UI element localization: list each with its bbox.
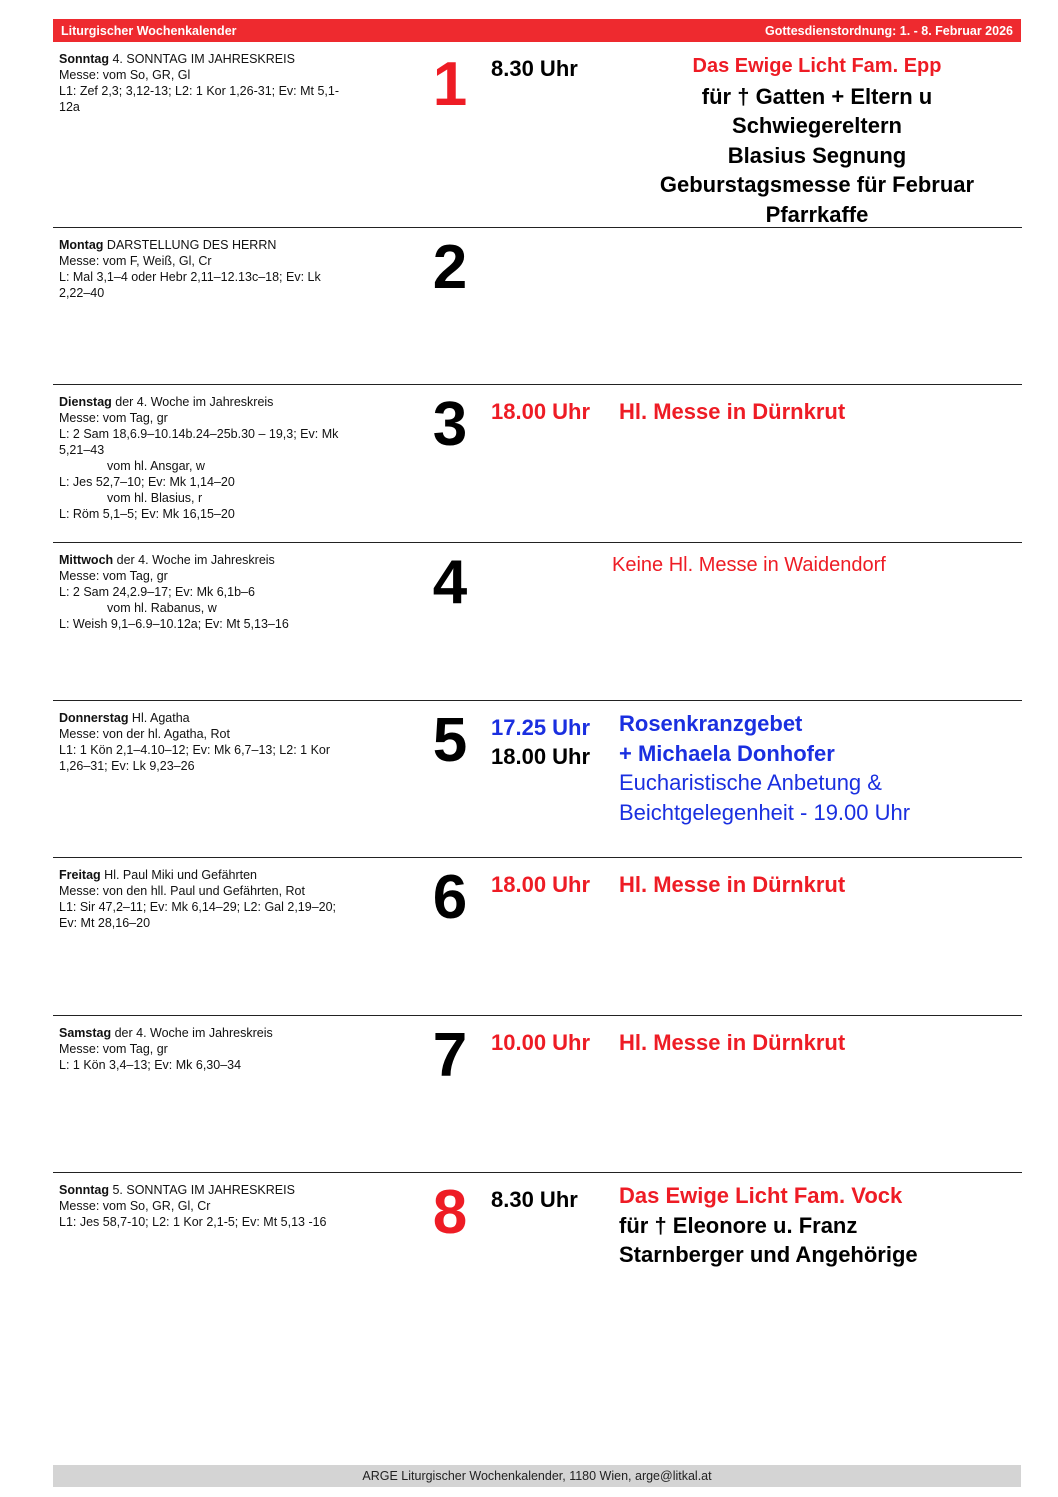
footer-text: ARGE Liturgischer Wochenkalender, 1180 Wien, arge@litkal.at xyxy=(362,1469,712,1483)
event-line: Geburstagsmesse für Februar xyxy=(659,172,975,197)
event-line: Das Ewige Licht Fam. Vock xyxy=(619,1183,903,1208)
service-time: 18.00 Uhr xyxy=(491,744,591,769)
event-line: für † Eleonore u. Franz xyxy=(619,1212,858,1238)
event-block xyxy=(613,52,1021,229)
info-line: L: Jes 52,7–10; Ev: Mk 1,14–20 xyxy=(59,475,235,489)
event-block xyxy=(619,870,845,900)
liturgy-info xyxy=(59,552,389,632)
service-time: 8.30 Uhr xyxy=(491,1187,578,1212)
event-block xyxy=(619,397,845,427)
day-row xyxy=(53,227,1022,385)
day-row xyxy=(53,42,1022,227)
service-time: 10.00 Uhr xyxy=(491,1030,591,1055)
day-number: 5 xyxy=(432,706,468,775)
info-line: L1: 1 Kön 2,1–4.10–12; Ev: Mk 6,7–13; L2: 1 Kor xyxy=(59,743,331,757)
info-line: L1: Jes 58,7-10; L2: 1 Kor 2,1-5; Ev: Mt 5,13 -16 xyxy=(59,1215,327,1229)
time-column xyxy=(491,54,578,83)
event-block xyxy=(619,1028,845,1058)
info-line: 12a xyxy=(59,100,80,114)
event-line: Keine Hl. Messe in Waidendorf xyxy=(612,554,886,576)
weekday: Mittwoch xyxy=(59,553,114,567)
info-line: 1,26–31; Ev: Lk 9,23–26 xyxy=(59,759,195,773)
event-line: Hl. Messe in Dürnkrut xyxy=(619,872,846,897)
event-line: Eucharistische Anbetung & xyxy=(619,770,882,795)
time-column xyxy=(491,397,590,426)
info-line: L1: Zef 2,3; 3,12-13; L2: 1 Kor 1,26-31; Ev: Mt 5,1- xyxy=(59,84,340,98)
day-title: der 4. Woche im Jahreskreis xyxy=(113,553,275,567)
event-line: Das Ewige Licht Fam. Epp xyxy=(692,55,942,77)
info-line: L: 2 Sam 18,6.9–10.14b.24–25b.30 – 19,3; Ev: Mk xyxy=(59,427,339,441)
header-bar xyxy=(53,19,1021,42)
event-line: Schwiegereltern xyxy=(732,113,902,138)
info-line: vom hl. Blasius, r xyxy=(107,491,203,505)
info-line: Messe: von der hl. Agatha, Rot xyxy=(59,727,230,741)
day-title: 5. SONNTAG IM JAHRESKREIS xyxy=(109,1183,295,1197)
weekday: Donnerstag xyxy=(59,711,129,725)
info-line: vom hl. Rabanus, w xyxy=(107,601,217,615)
event-line: für † Gatten + Eltern u xyxy=(701,83,933,109)
info-line: Messe: vom Tag, gr xyxy=(59,411,168,425)
info-line: vom hl. Ansgar, w xyxy=(107,459,205,473)
header-title: Liturgischer Wochenkalender xyxy=(61,23,237,38)
day-row xyxy=(53,384,1022,542)
day-title: 4. SONNTAG IM JAHRESKREIS xyxy=(109,52,295,66)
event-block xyxy=(619,1181,918,1270)
weekday: Sonntag xyxy=(59,52,109,66)
weekday: Dienstag xyxy=(59,395,112,409)
event-block xyxy=(619,709,910,827)
info-line: Messe: vom Tag, gr xyxy=(59,569,168,583)
info-line: L: 1 Kön 3,4–13; Ev: Mk 6,30–34 xyxy=(59,1058,242,1072)
time-column xyxy=(491,713,590,771)
weekday: Samstag xyxy=(59,1026,112,1040)
day-title: DARSTELLUNG DES HERRN xyxy=(103,238,277,252)
day-number: 8 xyxy=(432,1178,468,1247)
day-number: 3 xyxy=(432,390,468,459)
service-time: 17.25 Uhr xyxy=(491,715,591,740)
day-number: 4 xyxy=(432,548,468,617)
liturgy-info xyxy=(59,394,389,522)
day-row xyxy=(53,700,1022,858)
liturgy-info xyxy=(59,237,389,301)
info-line: L: Röm 5,1–5; Ev: Mk 16,15–20 xyxy=(59,507,235,521)
info-line: Messe: vom So, GR, Gl, Cr xyxy=(59,1199,211,1213)
weekday: Montag xyxy=(59,238,104,252)
info-line: Ev: Mt 28,16–20 xyxy=(59,916,151,930)
header-date-range: Gottesdienstordnung: 1. - 8. Februar 2026 xyxy=(765,23,1013,38)
liturgy-info xyxy=(59,710,389,774)
event-line: Pfarrkaffe xyxy=(765,201,869,227)
footer-bar xyxy=(53,1465,1021,1487)
liturgy-info xyxy=(59,867,389,931)
service-time: 18.00 Uhr xyxy=(491,399,591,424)
info-line: 5,21–43 xyxy=(59,443,105,457)
weekday: Freitag xyxy=(59,868,101,882)
info-line: Messe: von den hll. Paul und Gefährten, Rot xyxy=(59,884,305,898)
liturgy-info xyxy=(59,51,389,115)
day-row xyxy=(53,1172,1022,1330)
event-line: + Michaela Donhofer xyxy=(619,740,835,766)
service-time: 8.30 Uhr xyxy=(491,56,578,81)
day-number: 1 xyxy=(432,50,468,119)
info-line: L: 2 Sam 24,2.9–17; Ev: Mk 6,1b–6 xyxy=(59,585,255,599)
info-line: L1: Sir 47,2–11; Ev: Mk 6,14–29; L2: Gal 2,19–20; xyxy=(59,900,337,914)
event-line: Hl. Messe in Dürnkrut xyxy=(619,1030,846,1055)
info-line: L: Weish 9,1–6.9–10.12a; Ev: Mt 5,13–16 xyxy=(59,617,289,631)
info-line: Messe: vom So, GR, Gl xyxy=(59,68,191,82)
service-time: 18.00 Uhr xyxy=(491,872,591,897)
day-row xyxy=(53,1015,1022,1173)
day-row xyxy=(53,857,1022,1015)
day-number: 2 xyxy=(432,233,468,302)
event-line: Blasius Segnung xyxy=(727,142,907,168)
info-line: 2,22–40 xyxy=(59,286,105,300)
liturgy-info xyxy=(59,1025,389,1073)
time-column xyxy=(491,1028,590,1057)
day-title: der 4. Woche im Jahreskreis xyxy=(111,1026,273,1040)
liturgy-info xyxy=(59,1182,389,1230)
day-number: 6 xyxy=(432,863,468,932)
info-line: Messe: vom F, Weiß, Gl, Cr xyxy=(59,254,212,268)
info-line: L: Mal 3,1–4 oder Hebr 2,11–12.13c–18; Ev: Lk xyxy=(59,270,321,284)
time-column xyxy=(491,870,590,899)
day-title: Hl. Agatha xyxy=(128,711,190,725)
weekday: Sonntag xyxy=(59,1183,109,1197)
event-block xyxy=(612,551,886,581)
event-line: Beichtgelegenheit - 19.00 Uhr xyxy=(619,799,911,825)
time-column xyxy=(491,1185,578,1214)
day-number: 7 xyxy=(432,1021,468,1090)
day-row xyxy=(53,542,1022,700)
day-title: Hl. Paul Miki und Gefährten xyxy=(100,868,258,882)
event-line: Hl. Messe in Dürnkrut xyxy=(619,399,846,424)
day-title: der 4. Woche im Jahreskreis xyxy=(111,395,274,409)
event-line: Starnberger und Angehörige xyxy=(619,1242,918,1267)
event-line: Rosenkranzgebet xyxy=(619,711,803,736)
info-line: Messe: vom Tag, gr xyxy=(59,1042,168,1056)
